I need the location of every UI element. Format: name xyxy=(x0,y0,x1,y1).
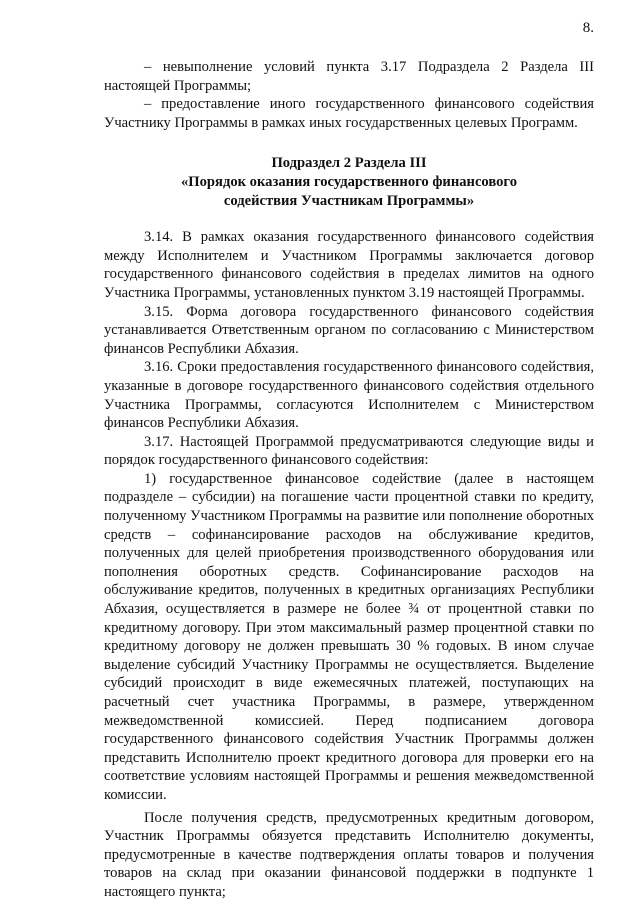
heading-line-2: «Порядок оказания государственного финансового xyxy=(180,173,517,190)
paragraph-3-14: 3.14. В рамках оказания государственного финансового содействия между Исполнителем и Участником Программы заключается договор государственного финансового содействия в пределах лимитов на одного Участника Программы, установленных пунктом 3.19 настоящей Программы. xyxy=(104,229,594,301)
heading-line-1: Подраздел 2 Раздела III xyxy=(271,155,427,172)
paragraph-after-funds: После получения средств, предусмотренных кредитным договором, Участник Программы обязуется представить Исполнителю документы, предусмотренные в качестве подтверждения оплаты товаров и получения товаров на склад при оказании финансовой поддержки в подпункте 1 настоящего пункта; xyxy=(104,809,594,900)
document-page xyxy=(104,18,594,902)
paragraph-3-15: 3.15. Форма договора государственного финансового содействия устанавливается Ответственным органом по согласованию с Министерством финансов Республики Абхазия. xyxy=(104,303,594,357)
intro-item-2: – предоставление иного государственного финансового содействия Участнику Программы в рамках иных государственных целевых Программ. xyxy=(104,96,594,131)
page-number: 8. xyxy=(582,20,594,36)
paragraph-3-17: 3.17. Настоящей Программой предусматриваются следующие виды и порядок государственного финансового содействия: xyxy=(104,433,594,469)
heading-line-3: содействия Участникам Программы» xyxy=(223,192,475,209)
intro-item-1: – невыполнение условий пункта 3.17 Подраздела 2 Раздела III настоящей Программы; xyxy=(104,59,594,94)
paragraph-3-16: 3.16. Сроки предоставления государственного финансового содействия, указанные в договоре государственного финансового содействия отдельного Участника Программы, согласуются Исполнителем с Министерством финансов Республики Абхазия. xyxy=(104,359,594,432)
section-heading xyxy=(104,154,594,210)
paragraph-subitem-1: 1) государственное финансовое содействие (далее в настоящем подразделе – субсидии) на погашение части процентной ставки по кредиту, полученному Участником Программы на развитие или пополнение оборотных средств – софинансирование расходов на обслуживание кредитов, полученных для целей приобретения производственного оборудования или пополнения оборотных средств. Софинансирование расходов на обслуживание кредитов, полученных в кредитных организациях Республики Абхазия, осуществляется в размере не более ¾ от процентной ставки по кредитному договору. При этом максимальный размер процентной ставки по кредитному договору не должен превышать 30 % годовых. В ином случае выделение субсидий Участнику Программы не осуществляется. Выделение субсидий происходит в виде ежемесячных платежей, поступающих на расчетный счет участника Программы, в размере, утвержденном межведомственной комиссией. Перед подписанием договора государственного финансового содействия Участник Программы должен представить Исполнителю проект кредитного договора для проверки его на соответствие условиям настоящей Программы и решения межведомственной комиссии. xyxy=(104,470,594,803)
